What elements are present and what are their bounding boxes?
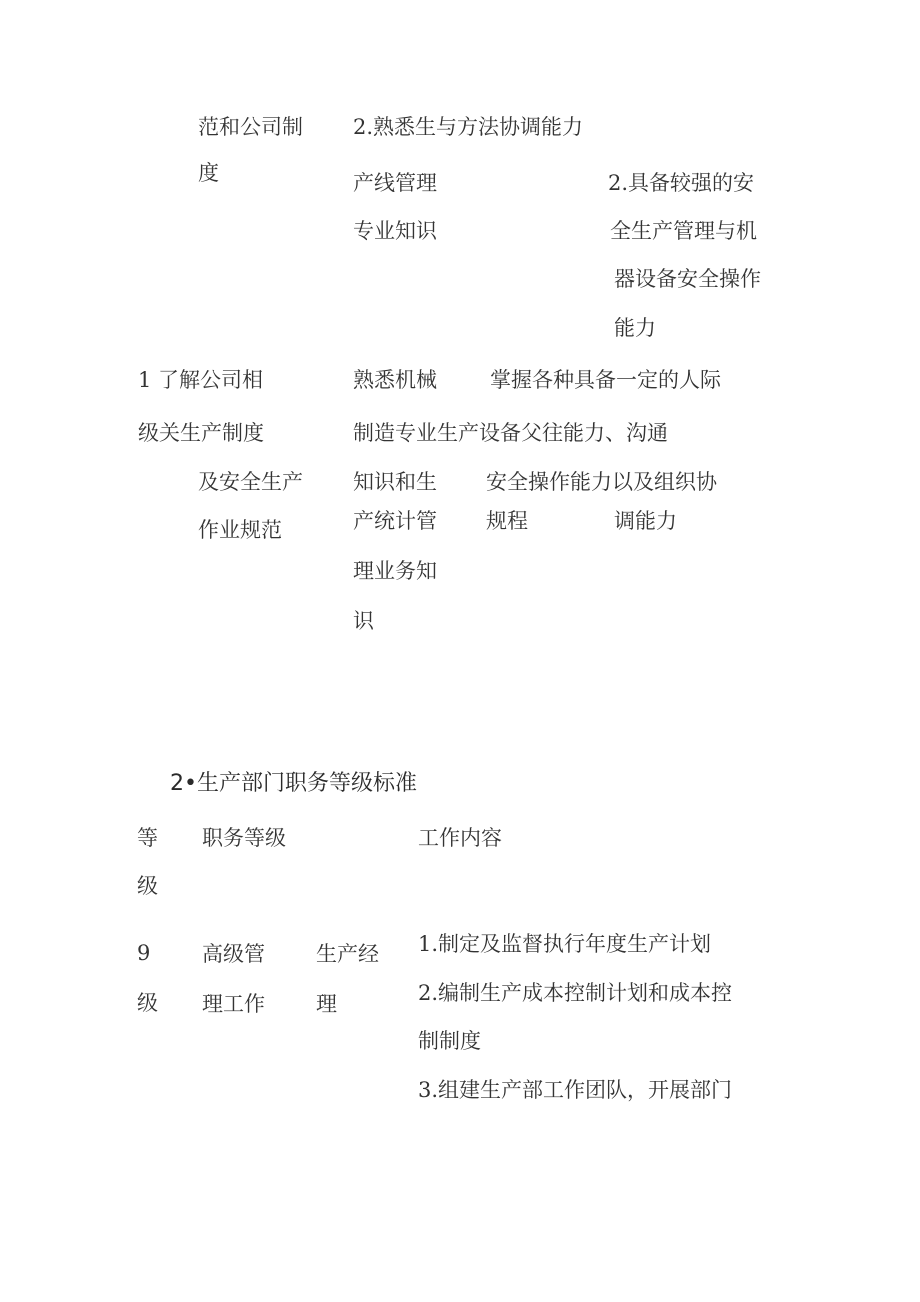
cell-line: 范和公司制 <box>198 115 303 139</box>
cell-line: 调能力 <box>614 509 677 533</box>
cell-line: 产统计管 <box>353 509 437 533</box>
header-work-content: 工作内容 <box>418 826 502 850</box>
cell-line: 制造专业生产设备父往能力、沟通 <box>353 421 668 445</box>
cell-heading: 2.熟悉生与方法协调能力 <box>353 115 584 139</box>
cell-line: 及安全生产 <box>198 470 303 494</box>
cell-line: 识 <box>353 609 374 633</box>
header-position-level: 职务等级 <box>202 826 286 850</box>
cell-line: 2.具备较强的安 <box>608 171 755 195</box>
cell-line: 产线管理 <box>353 171 437 195</box>
header-grade: 级 <box>137 874 158 898</box>
row-grade: 9 <box>137 941 151 965</box>
row-level: 高级管 <box>202 942 265 966</box>
cell-line: 知识和生 <box>353 470 437 494</box>
cell-line: 专业知识 <box>353 219 437 243</box>
cell-line: 规程 <box>486 509 528 533</box>
cell-line: 理业务知 <box>353 559 437 583</box>
cell-line: 作业规范 <box>198 518 282 542</box>
cell-line: 器设备安全操作 <box>614 267 761 291</box>
section-title: 2•生产部门职务等级标准 <box>170 771 417 796</box>
cell-line: 全生产管理与机 <box>610 219 757 243</box>
row-title: 理 <box>316 992 337 1016</box>
cell-line: 度 <box>198 161 219 185</box>
row-content: 制制度 <box>418 1029 481 1053</box>
cell-line: 级关生产制度 <box>138 421 264 445</box>
row-content: 2.编制生产成本控制计划和成本控 <box>418 981 733 1005</box>
row-content: 1.制定及监督执行年度生产计划 <box>418 932 712 956</box>
row-grade: 级 <box>137 991 158 1015</box>
cell-line: 安全操作能力以及组织协 <box>486 470 717 494</box>
cell-line: 1 了解公司相 <box>138 368 264 392</box>
row-content: 3.组建生产部工作团队，开展部门 <box>418 1078 733 1102</box>
cell-line: 能力 <box>614 316 656 340</box>
cell-line: 掌握各种具备一定的人际 <box>490 368 721 392</box>
cell-line: 熟悉机械 <box>353 368 437 392</box>
row-title: 生产经 <box>316 942 379 966</box>
header-grade: 等 <box>137 826 158 850</box>
row-level: 理工作 <box>202 992 265 1016</box>
